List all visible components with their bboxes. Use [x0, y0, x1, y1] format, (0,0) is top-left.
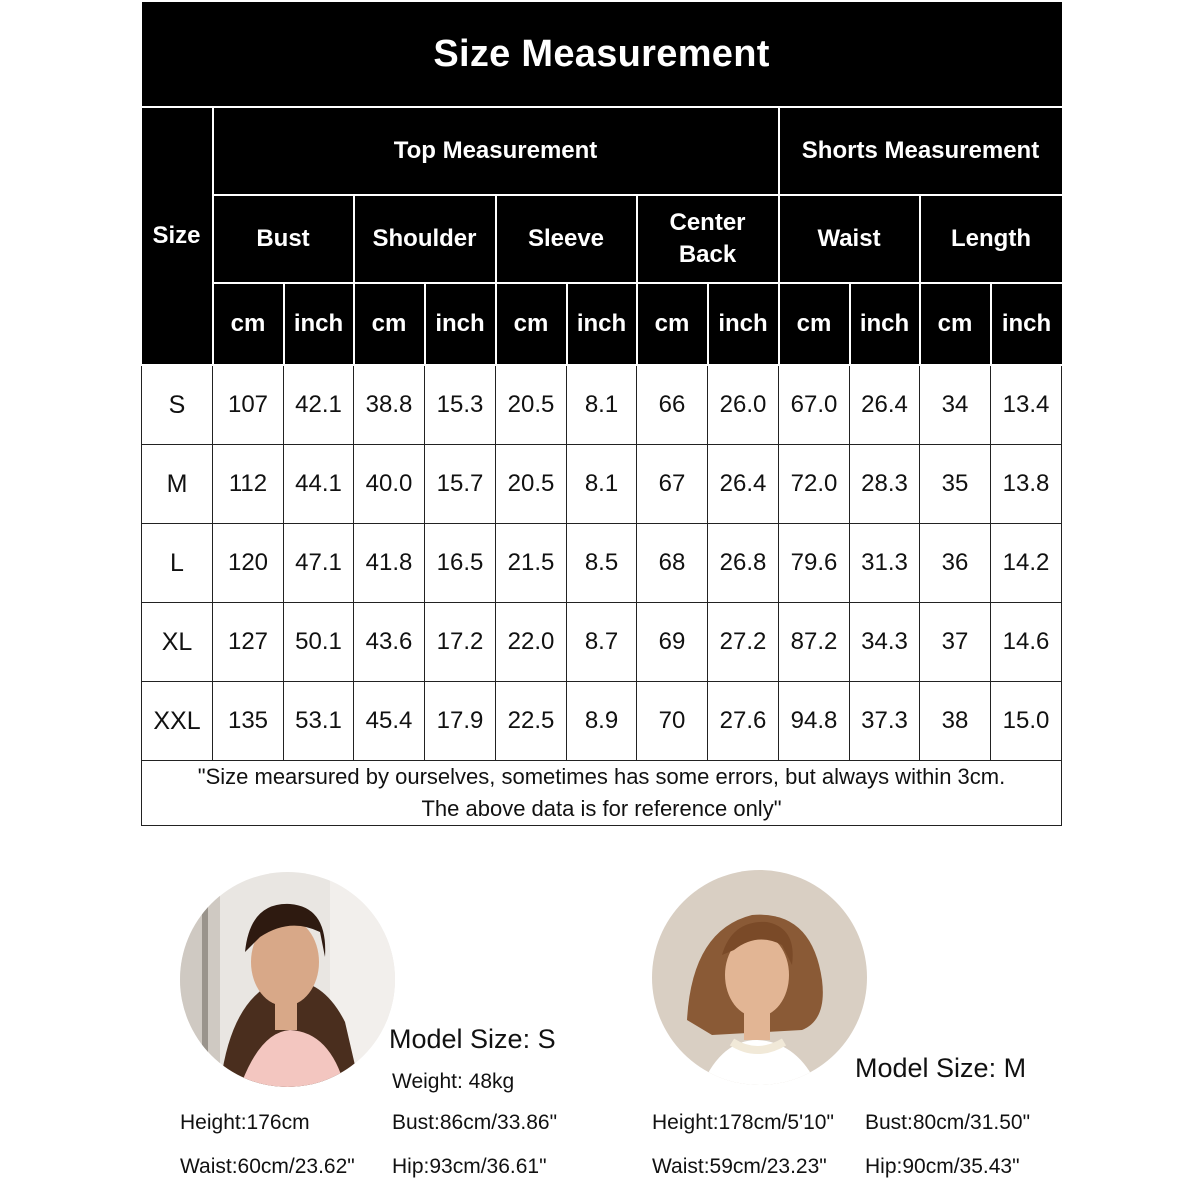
measurement-cell: 14.6 [991, 603, 1062, 682]
model-s-photo [180, 872, 395, 1087]
measurement-cell: 69 [637, 603, 708, 682]
measurement-cell: 22.5 [496, 682, 567, 761]
measurement-cell: 67 [637, 445, 708, 524]
measurement-cell: 68 [637, 524, 708, 603]
unit-header-cm: cm [354, 283, 425, 365]
unit-header-inch: inch [284, 283, 354, 365]
measurement-cell: 66 [637, 365, 708, 445]
measurement-cell: 120 [213, 524, 284, 603]
unit-header-cm: cm [920, 283, 991, 365]
unit-header-inch: inch [850, 283, 920, 365]
measurement-cell: 47.1 [284, 524, 354, 603]
model-s-waist: Waist:60cm/23.62" [180, 1155, 355, 1178]
measurement-cell: 15.0 [991, 682, 1062, 761]
measurement-cell: 20.5 [496, 445, 567, 524]
measurement-cell: 67.0 [779, 365, 850, 445]
measurement-cell: 37 [920, 603, 991, 682]
unit-header-cm: cm [779, 283, 850, 365]
measurement-cell: 42.1 [284, 365, 354, 445]
model-m-height: Height:178cm/5'10" [652, 1111, 834, 1134]
measurement-cell: 8.9 [567, 682, 637, 761]
table-row [142, 365, 1062, 445]
table-row [142, 445, 1062, 524]
measurement-cell: 34 [920, 365, 991, 445]
bust-header: Bust [213, 195, 354, 283]
unit-header-cm: cm [213, 283, 284, 365]
model-s-size: Model Size: S [389, 1024, 556, 1054]
shorts-measurement-header: Shorts Measurement [779, 107, 1062, 195]
disclaimer-line-2: The above data is for reference only" [421, 796, 782, 821]
measurement-cell: 41.8 [354, 524, 425, 603]
measurement-cell: 35 [920, 445, 991, 524]
measurement-cell: 8.7 [567, 603, 637, 682]
measurement-cell: 31.3 [850, 524, 920, 603]
measurement-cell: 8.5 [567, 524, 637, 603]
model-s-weight: Weight: 48kg [392, 1070, 515, 1093]
measurement-cell: 79.6 [779, 524, 850, 603]
model-m-bust: Bust:80cm/31.50" [865, 1111, 1031, 1134]
measurement-cell: 21.5 [496, 524, 567, 603]
top-measurement-header: Top Measurement [213, 107, 779, 195]
measurement-cell: 34.3 [850, 603, 920, 682]
disclaimer-note [142, 761, 1062, 826]
model-m-size: Model Size: M [855, 1053, 1027, 1083]
measurement-cell: 15.7 [425, 445, 496, 524]
unit-header-cm: cm [496, 283, 567, 365]
model-s-bust: Bust:86cm/33.86" [392, 1111, 558, 1134]
unit-header-inch: inch [708, 283, 779, 365]
measurement-cell: 43.6 [354, 603, 425, 682]
measurement-cell: 36 [920, 524, 991, 603]
model-m-waist: Waist:59cm/23.23" [652, 1155, 827, 1178]
measurement-cell: 87.2 [779, 603, 850, 682]
center-back-label: Center Back [669, 209, 746, 268]
size-cell: XL [142, 603, 213, 682]
measurement-cell: 38 [920, 682, 991, 761]
measurement-cell: 8.1 [567, 445, 637, 524]
measurement-cell: 45.4 [354, 682, 425, 761]
measurement-cell: 22.0 [496, 603, 567, 682]
unit-header-inch: inch [425, 283, 496, 365]
measurement-cell: 27.6 [708, 682, 779, 761]
measurement-cell: 28.3 [850, 445, 920, 524]
measurement-cell: 37.3 [850, 682, 920, 761]
table-row [142, 524, 1062, 603]
center-back-header [637, 195, 779, 283]
measurement-cell: 50.1 [284, 603, 354, 682]
measurement-cell: 107 [213, 365, 284, 445]
model-s-height: Height:176cm [180, 1111, 310, 1134]
measurement-cell: 26.4 [708, 445, 779, 524]
measurement-cell: 44.1 [284, 445, 354, 524]
unit-header-inch: inch [567, 283, 637, 365]
measurement-cell: 135 [213, 682, 284, 761]
measurement-cell: 13.4 [991, 365, 1062, 445]
measurement-cell: 26.4 [850, 365, 920, 445]
size-cell: XXL [142, 682, 213, 761]
chart-title: Size Measurement [142, 2, 1062, 107]
measurement-cell: 27.2 [708, 603, 779, 682]
size-cell: S [142, 365, 213, 445]
measurement-cell: 70 [637, 682, 708, 761]
measurement-cell: 72.0 [779, 445, 850, 524]
unit-header-inch: inch [991, 283, 1062, 365]
waist-header: Waist [779, 195, 920, 283]
measurement-cell: 13.8 [991, 445, 1062, 524]
measurement-cell: 94.8 [779, 682, 850, 761]
disclaimer-line-1: "Size mearsured by ourselves, sometimes has some errors, but always within 3cm. [197, 764, 1006, 789]
sleeve-header: Sleeve [496, 195, 637, 283]
measurement-cell: 53.1 [284, 682, 354, 761]
model-m-photo [652, 870, 867, 1085]
measurement-cell: 26.8 [708, 524, 779, 603]
measurement-cell: 17.2 [425, 603, 496, 682]
size-cell: M [142, 445, 213, 524]
measurement-cell: 38.8 [354, 365, 425, 445]
model-s-hip: Hip:93cm/36.61" [392, 1155, 547, 1178]
measurement-cell: 112 [213, 445, 284, 524]
shoulder-header: Shoulder [354, 195, 496, 283]
measurement-cell: 17.9 [425, 682, 496, 761]
measurement-cell: 26.0 [708, 365, 779, 445]
table-row [142, 682, 1062, 761]
measurement-cell: 20.5 [496, 365, 567, 445]
size-header: Size [142, 107, 213, 365]
size-cell: L [142, 524, 213, 603]
measurement-cell: 16.5 [425, 524, 496, 603]
measurement-cell: 14.2 [991, 524, 1062, 603]
size-chart-table [141, 2, 1062, 826]
measurement-cell: 127 [213, 603, 284, 682]
measurement-cell: 40.0 [354, 445, 425, 524]
measurement-cell: 15.3 [425, 365, 496, 445]
unit-header-cm: cm [637, 283, 708, 365]
table-row [142, 603, 1062, 682]
length-header: Length [920, 195, 1062, 283]
measurement-cell: 8.1 [567, 365, 637, 445]
model-m-hip: Hip:90cm/35.43" [865, 1155, 1020, 1178]
